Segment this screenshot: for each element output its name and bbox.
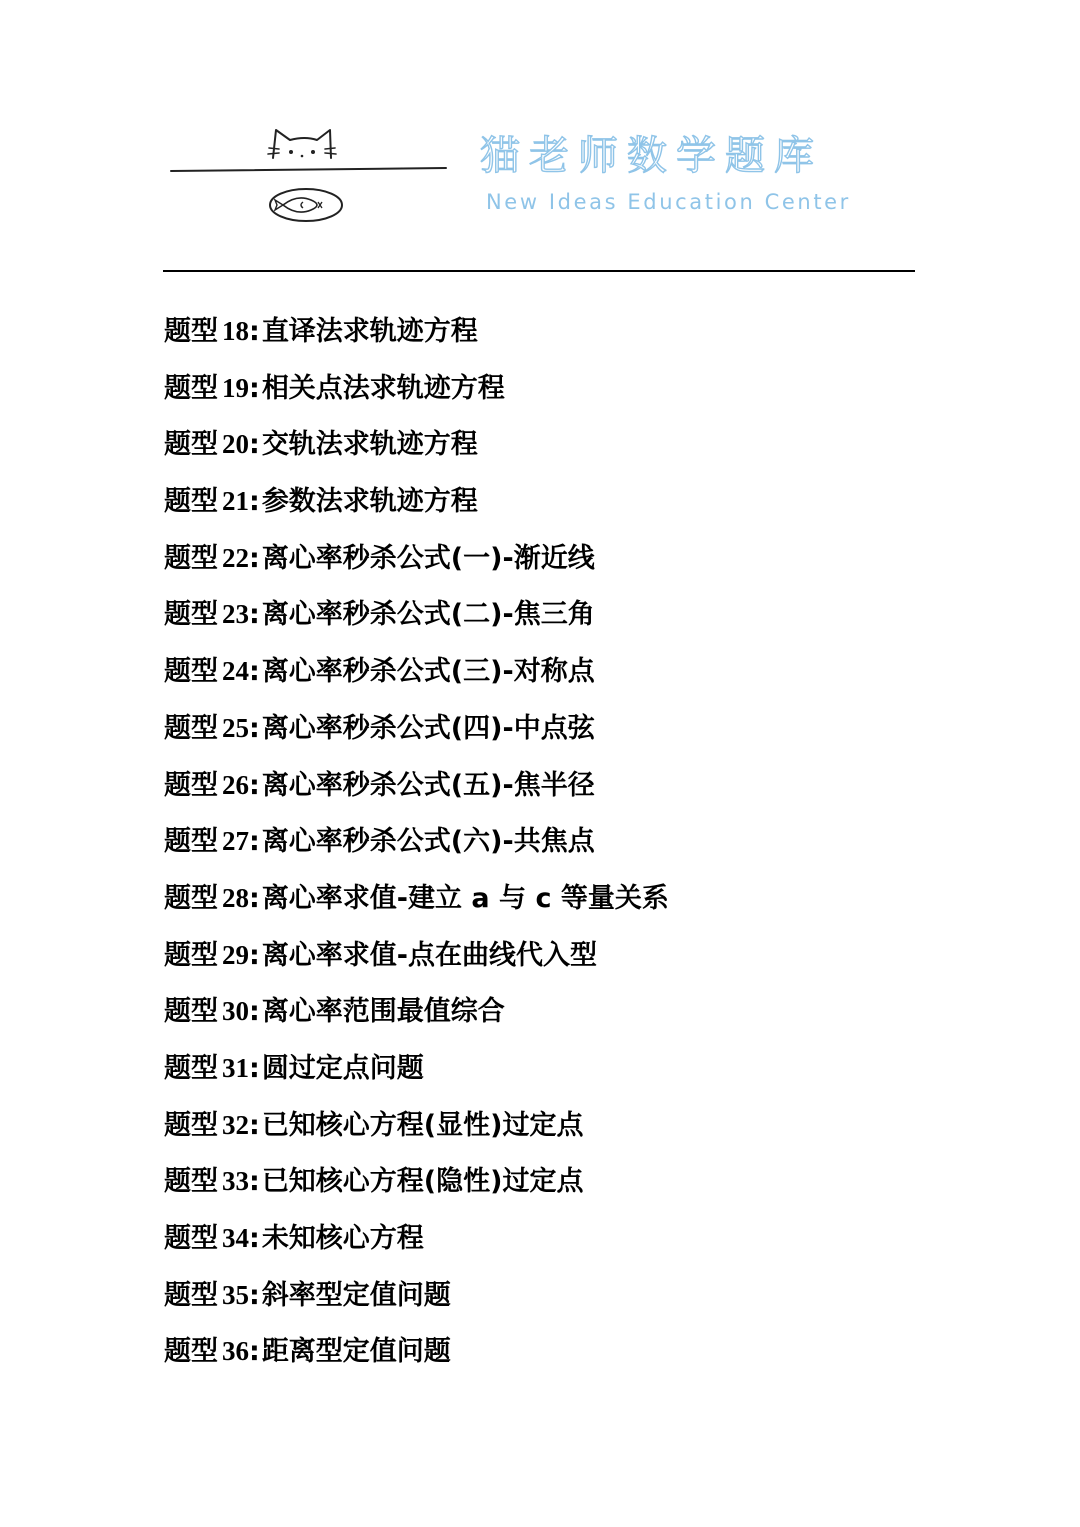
toc-item-label: 题型 xyxy=(164,769,218,801)
toc-item-colon: : xyxy=(249,769,260,801)
toc-item-label: 题型 xyxy=(164,542,218,574)
toc-item-label: 题型 xyxy=(164,1109,218,1141)
toc-item-colon: : xyxy=(249,1052,260,1084)
toc-item-number: 31 xyxy=(222,1052,249,1083)
toc-item-number: 21 xyxy=(222,486,249,517)
brand-subtitle: New Ideas Education Center xyxy=(486,190,851,214)
toc-item-number: 24 xyxy=(222,656,249,687)
toc-item-colon: : xyxy=(249,1279,260,1311)
toc-item-label: 题型 xyxy=(164,599,218,631)
header-divider xyxy=(163,270,915,272)
toc-item xyxy=(164,530,924,587)
toc-item-label: 题型 xyxy=(164,882,218,914)
toc-item xyxy=(164,586,924,643)
toc-list xyxy=(164,303,924,1380)
toc-item xyxy=(164,416,924,473)
toc-item-text: 圆过定点问题 xyxy=(261,1052,424,1084)
toc-item-text: 斜率型定值问题 xyxy=(261,1279,451,1311)
toc-item-colon: : xyxy=(249,656,260,688)
toc-item-colon: : xyxy=(249,1223,260,1254)
toc-item-number: 29 xyxy=(222,939,249,970)
toc-item-text: 离心率秒杀公式(一)-渐近线 xyxy=(261,542,595,574)
toc-item-colon: : xyxy=(249,429,260,461)
toc-item-number: 25 xyxy=(222,712,249,743)
toc-item xyxy=(164,700,924,757)
toc-item xyxy=(164,870,924,927)
toc-item-text: 离心率范围最值综合 xyxy=(261,996,505,1028)
toc-item-colon: : xyxy=(249,372,260,404)
toc-item-colon: : xyxy=(249,996,260,1028)
toc-item-label: 题型 xyxy=(164,1279,218,1311)
toc-item xyxy=(164,1097,924,1154)
toc-item-label: 题型 xyxy=(164,826,218,858)
toc-item-label: 题型 xyxy=(164,1052,218,1084)
toc-item-text: 离心率秒杀公式(三)-对称点 xyxy=(261,656,595,688)
toc-item-text: 离心率秒杀公式(五)-焦半径 xyxy=(261,769,595,801)
brand-title: 猫老师数学题库 xyxy=(480,133,823,179)
toc-item xyxy=(164,473,924,530)
toc-item-colon: : xyxy=(249,1109,260,1141)
toc-item-text: 相关点法求轨迹方程 xyxy=(261,372,505,404)
toc-item xyxy=(164,1323,924,1380)
toc-item-text: 直译法求轨迹方程 xyxy=(261,316,478,347)
toc-item-text: 已知核心方程(显性)过定点 xyxy=(261,1109,584,1141)
toc-item-number: 27 xyxy=(222,826,249,857)
toc-item xyxy=(164,983,924,1040)
toc-item-text: 交轨法求轨迹方程 xyxy=(261,429,478,461)
toc-item-colon: : xyxy=(249,316,260,347)
toc-item-label: 题型 xyxy=(164,372,218,404)
toc-item-label: 题型 xyxy=(164,996,218,1028)
toc-item-colon: : xyxy=(249,826,260,858)
toc-item-label: 题型 xyxy=(164,429,218,461)
toc-item-text: 已知核心方程(隐性)过定点 xyxy=(261,1166,584,1198)
toc-item-colon: : xyxy=(249,712,260,744)
toc-item-text: 离心率秒杀公式(六)-共焦点 xyxy=(261,826,595,858)
toc-item-number: 23 xyxy=(222,599,249,630)
toc-item-number: 33 xyxy=(222,1166,249,1197)
toc-item-label: 题型 xyxy=(164,939,218,971)
toc-item-number: 30 xyxy=(222,996,249,1027)
toc-item-number: 19 xyxy=(222,372,249,403)
toc-item-text: 离心率求值-点在曲线代入型 xyxy=(261,939,598,971)
toc-item xyxy=(164,360,924,417)
toc-item-number: 34 xyxy=(222,1223,249,1253)
toc-item-text: 距离型定值问题 xyxy=(261,1336,451,1368)
toc-item-label: 题型 xyxy=(164,1336,218,1368)
toc-item-number: 26 xyxy=(222,769,249,800)
toc-item-text: 未知核心方程 xyxy=(261,1223,424,1254)
toc-item-number: 32 xyxy=(222,1109,249,1140)
toc-item-number: 35 xyxy=(222,1279,249,1310)
toc-item-text: 离心率秒杀公式(四)-中点弦 xyxy=(261,712,595,744)
toc-item-colon: : xyxy=(249,882,260,914)
page-header xyxy=(0,0,1080,280)
toc-item-label: 题型 xyxy=(164,656,218,688)
toc-item-number: 18 xyxy=(222,316,249,346)
toc-item-colon: : xyxy=(249,542,260,574)
toc-item-text: 参数法求轨迹方程 xyxy=(261,486,478,518)
toc-item-colon: : xyxy=(249,939,260,971)
toc-item xyxy=(164,927,924,984)
toc-item-label: 题型 xyxy=(164,1166,218,1198)
toc-item-number: 20 xyxy=(222,429,249,460)
toc-item xyxy=(164,643,924,700)
toc-item xyxy=(164,1267,924,1324)
toc-item-label: 题型 xyxy=(164,316,218,347)
toc-item xyxy=(164,1040,924,1097)
toc-item-text: 离心率求值-建立 a 与 c 等量关系 xyxy=(261,882,669,914)
cat-and-fish-logo-icon xyxy=(165,120,455,230)
toc-item-colon: : xyxy=(249,1336,260,1368)
toc-item xyxy=(164,757,924,814)
toc-item xyxy=(164,303,924,360)
toc-item-colon: : xyxy=(249,599,260,631)
toc-item-text: 离心率秒杀公式(二)-焦三角 xyxy=(261,599,595,631)
toc-item-label: 题型 xyxy=(164,712,218,744)
toc-item-colon: : xyxy=(249,486,260,518)
toc-item-label: 题型 xyxy=(164,486,218,518)
toc-item-number: 22 xyxy=(222,542,249,573)
toc-item-number: 28 xyxy=(222,882,249,913)
toc-item xyxy=(164,1153,924,1210)
toc-item xyxy=(164,813,924,870)
toc-item-colon: : xyxy=(249,1166,260,1198)
toc-item-label: 题型 xyxy=(164,1223,218,1254)
toc-item xyxy=(164,1210,924,1267)
toc-item-number: 36 xyxy=(222,1336,249,1367)
